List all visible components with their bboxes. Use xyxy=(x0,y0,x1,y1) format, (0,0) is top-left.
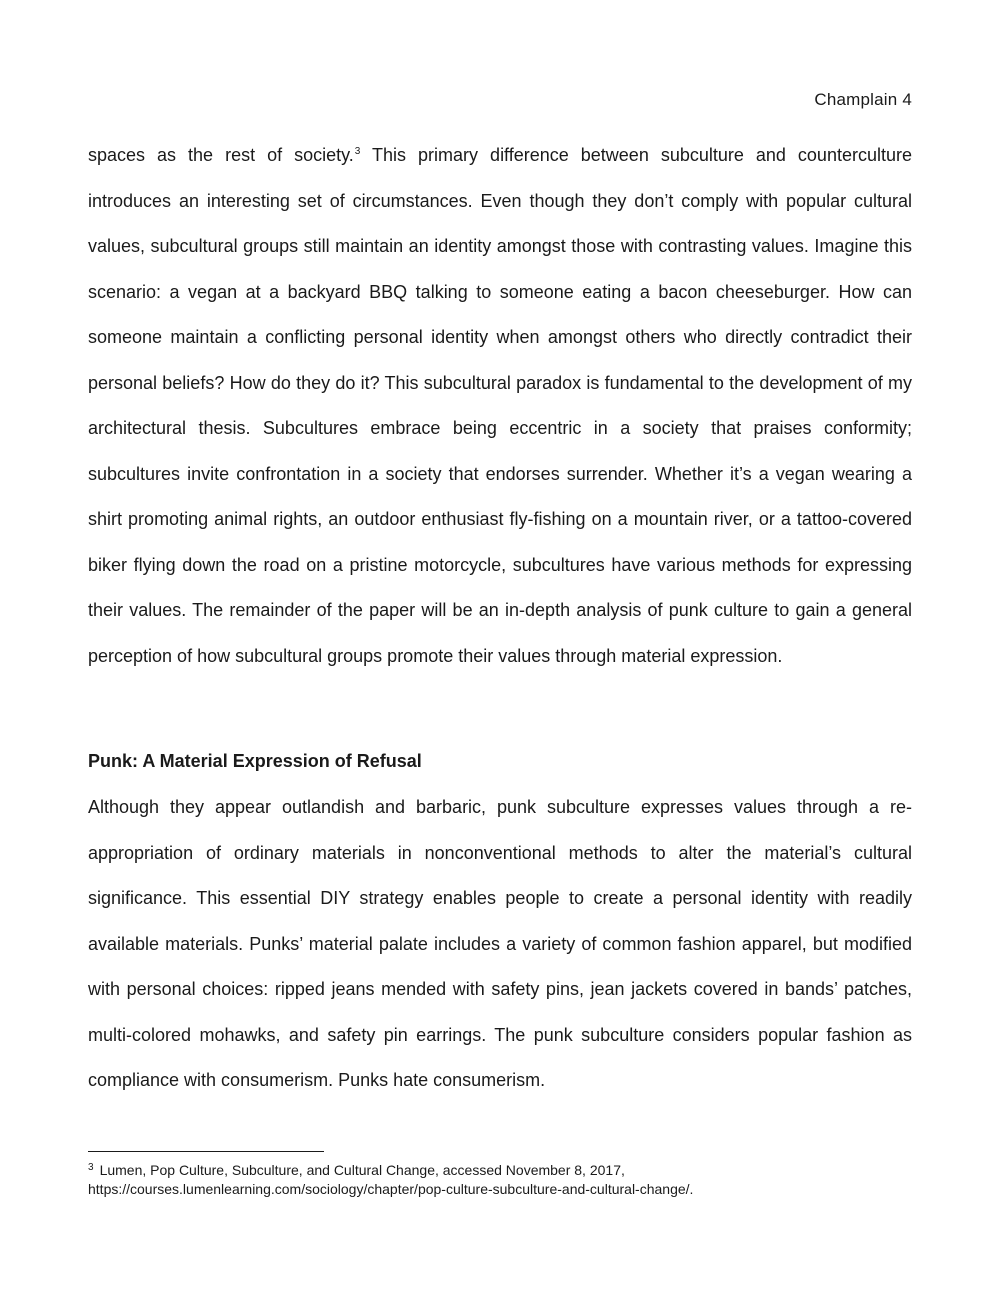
paragraph-text: This primary difference between subculture and counterculture introduces an interesting set of circumstances. Even though they don’t comply with popular cultural values, subcultural groups still maintain an identity amongst those with contrasting values. Imagine this scenario: a vegan at a backyard BBQ talking to someone eating a bacon cheeseburger. How can someone maintain a conflicting personal identity when amongst others who directly contradict their personal beliefs? How do they do it? This subcultural paradox is fundamental to the development of my architectural thesis. Subcultures embrace being eccentric in a society that praises conformity; subcultures invite confrontation in a society that endorses surrender. Whether it’s a vegan wearing a shirt promoting animal rights, an outdoor enthusiast fly-fishing on a mountain river, or a tattoo-covered biker flying down the road on a pristine motorcycle, subcultures have various methods for expressing their values. The remainder of the paper will be an in-depth analysis of punk culture to gain a general perception of how subcultural groups promote their values through material expression. xyxy=(88,145,912,666)
footnote-reference: 3 xyxy=(354,146,361,157)
section-heading: Punk: A Material Expression of Refusal xyxy=(88,751,422,771)
body-paragraph-2: Although they appear outlandish and barbaric, punk subculture expresses values through a re-appropriation of ordinary materials in nonconventional methods to alter the material’s cultural significance. This essential DIY strategy enables people to create a personal identity with readily available materials. Punks’ material palate includes a variety of common fashion apparel, but modified with personal choices: ripped jeans mended with safety pins, jean jackets covered in bands’ patches, multi-colored mohawks, and safety pin earrings. The punk subculture considers popular fashion as compliance with consumerism. Punks hate consumerism. xyxy=(88,797,912,1090)
footnote xyxy=(88,1161,912,1199)
footnote-url: https://courses.lumenlearning.com/sociology/chapter/pop-culture-subculture-and-cultural-change/. xyxy=(88,1181,694,1197)
footnote-number: 3 xyxy=(88,1162,94,1173)
paragraph-text: spaces as the rest of society. xyxy=(88,145,354,165)
running-head: Champlain 4 xyxy=(814,90,912,109)
footnote-divider xyxy=(88,1151,324,1152)
footnote-citation: Lumen, Pop Culture, Subculture, and Cultural Change, accessed November 8, 2017, xyxy=(99,1162,625,1178)
body-paragraph-1 xyxy=(88,133,912,679)
